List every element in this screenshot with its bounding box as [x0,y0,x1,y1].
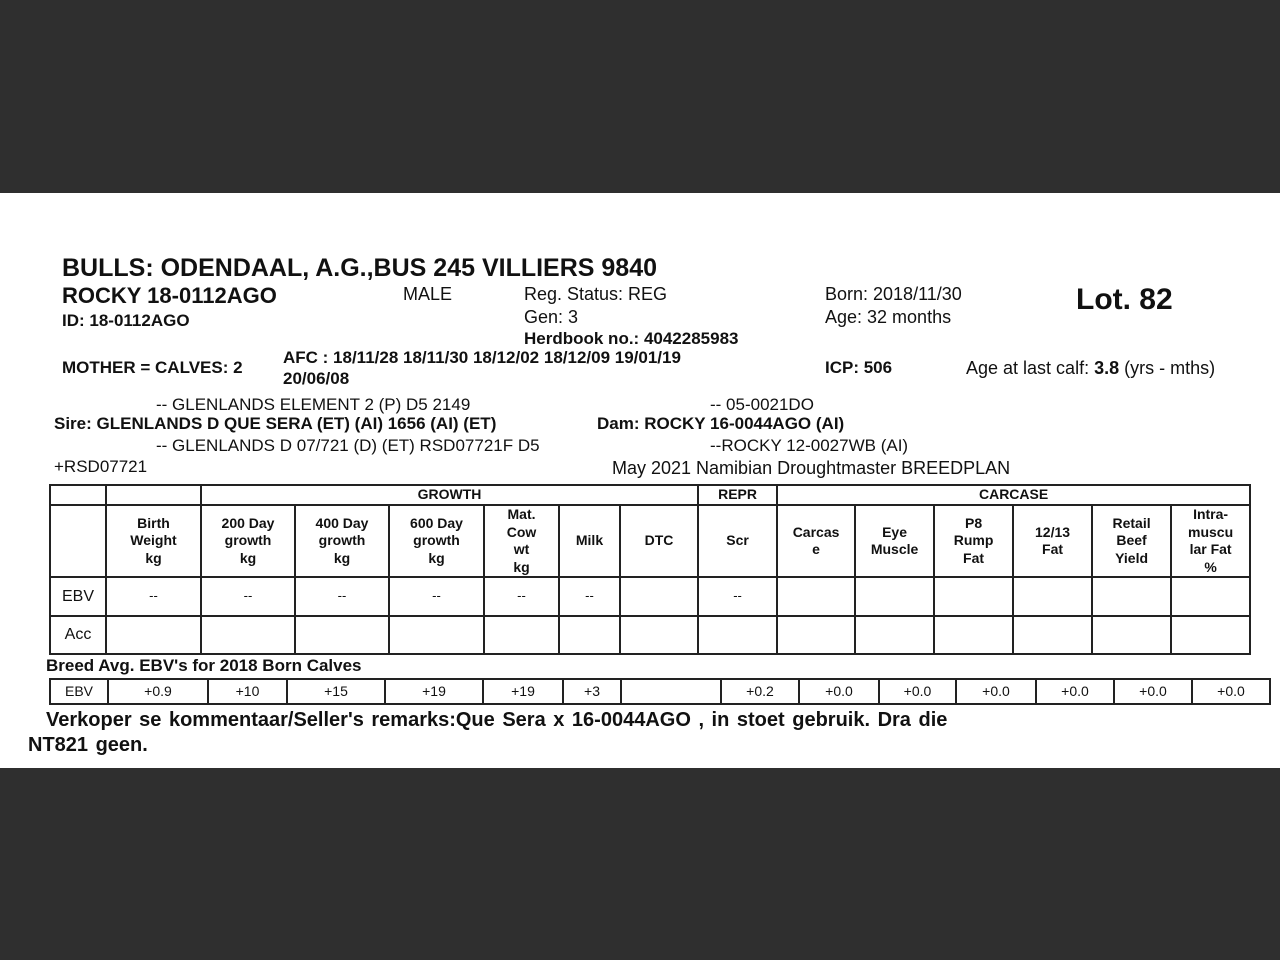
column-header-line: Carcas [792,523,840,540]
acc-value [106,616,201,654]
column-header-row [50,505,1250,577]
column-header [620,505,698,577]
breed-avg-value: +0.2 [721,679,799,704]
age-last-calf-label: Age at last calf: [966,358,1090,378]
column-header-line: DTC [644,532,674,549]
acc-value [855,616,934,654]
sire: Sire: GLENLANDS D QUE SERA (ET) (AI) 1656 (AI) (ET) [54,414,497,433]
column-header-line: Birth [137,514,170,531]
column-header-line: Mat. [507,506,536,522]
age-last-calf [966,359,1215,377]
breed-avg-value: +0.9 [108,679,208,704]
column-header-line: Milk [575,532,604,549]
sire-dam: -- GLENLANDS D 07/721 (D) (ET) RSD07721F D5 [156,436,540,455]
breed-avg-value: +0.0 [1036,679,1114,704]
column-header-line: Beef [1116,532,1147,549]
ebv-value: -- [389,577,484,616]
column-header-line: growth [224,532,272,549]
column-header [295,505,389,577]
empty-group [106,485,201,505]
ebv-value [777,577,855,616]
seller-remarks-cont: NT821 geen. [28,734,148,756]
column-header-line: Eye [882,523,907,540]
acc-value [201,616,295,654]
acc-value [1013,616,1092,654]
column-header-line: wt [513,541,530,557]
column-header-line: % [1204,558,1217,575]
breed-avg-value: +19 [483,679,563,704]
breed-avg-value: +15 [287,679,385,704]
group-growth: GROWTH [201,485,698,505]
column-header-line: 12/13 [1035,523,1071,540]
column-header-line: Intra- [1193,506,1229,522]
column-header-line: muscu [1188,523,1234,540]
acc-value [934,616,1013,654]
ebv-value: -- [201,577,295,616]
acc-value [777,616,855,654]
acc-value [620,616,698,654]
ebv-value: -- [698,577,777,616]
lot-number: Lot. 82 [1076,283,1173,316]
ebv-value [1013,577,1092,616]
breed-avg-value: +0.0 [956,679,1036,704]
breed-avg-value: +0.0 [799,679,879,704]
column-header-line: Retail [1112,514,1151,531]
column-header [777,505,855,577]
dam: Dam: ROCKY 16-0044AGO (AI) [597,414,845,433]
column-header-line: P8 [964,514,983,531]
column-header [698,505,777,577]
acc-value [1171,616,1250,654]
ebv-value [1092,577,1171,616]
animal-id: ID: 18-0112AGO [62,311,190,330]
column-header-line: Scr [726,532,749,549]
column-header-line: 600 Day [410,514,463,531]
column-header-line: growth [318,532,366,549]
column-header-line: Rump [953,532,994,549]
empty-corner [50,485,106,505]
column-header-line: Muscle [870,541,919,557]
breedplan-title: May 2021 Namibian Droughtmaster BREEDPLAN [612,458,1011,478]
column-header-line: kg [428,549,445,566]
column-header [934,505,1013,577]
breed-avg-label: EBV [50,679,108,704]
column-header-line: kg [145,549,162,566]
ebv-value [934,577,1013,616]
column-header [389,505,484,577]
column-header-line: Cow [506,523,537,540]
column-header [559,505,620,577]
breed-avg-value: +3 [563,679,621,704]
column-header [1092,505,1171,577]
column-header [106,505,201,577]
dam-dam: --ROCKY 12-0027WB (AI) [710,436,909,455]
ebv-value: -- [484,577,559,616]
catalogue-sheet [0,193,1280,768]
column-header-line: Yield [1115,549,1149,566]
acc-row-label: Acc [50,616,106,654]
column-header [855,505,934,577]
sire-sire: -- GLENLANDS ELEMENT 2 (P) D5 2149 [156,395,471,414]
afc-dates-cont: 20/06/08 [283,369,350,388]
generation: Gen: 3 [524,307,579,327]
animal-name: ROCKY 18-0112AGO [62,283,277,308]
dam-sire: -- 05-0021DO [710,395,814,414]
acc-value [1092,616,1171,654]
group-repr: REPR [698,485,777,505]
acc-value [389,616,484,654]
column-header-line: lar Fat [1189,541,1232,557]
column-header [1171,505,1250,577]
afc-dates: AFC : 18/11/28 18/11/30 18/12/02 18/12/09 19/01/19 [283,348,681,367]
column-header [484,505,559,577]
ebv-value [620,577,698,616]
breed-avg-value: +19 [385,679,483,704]
column-header-line: kg [513,558,530,575]
column-header-line: 200 Day [221,514,275,531]
sex: MALE [403,284,453,304]
column-header-line: Fat [1042,541,1064,557]
acc-value [484,616,559,654]
age: Age: 32 months [825,307,952,327]
ebv-value: -- [106,577,201,616]
breed-avg-value [621,679,721,704]
ebv-value [1171,577,1250,616]
group-carcase: CARCASE [777,485,1250,505]
column-header-line: Weight [130,532,177,549]
column-header [201,505,295,577]
born-date: Born: 2018/11/30 [825,284,962,304]
mother-calves: MOTHER = CALVES: 2 [62,358,243,377]
column-header-line: kg [239,549,257,566]
ebv-table [49,484,1251,655]
seller-title: BULLS: ODENDAAL, A.G.,BUS 245 VILLIERS 9840 [62,254,658,282]
breed-avg-title: Breed Avg. EBV's for 2018 Born Calves [46,656,362,675]
age-last-calf-unit: (yrs - mths) [1124,358,1216,378]
ebv-row-label: EBV [50,577,106,616]
reg-status: Reg. Status: REG [524,284,668,304]
column-header-line: kg [333,549,351,566]
ebv-value: -- [295,577,389,616]
acc-row [50,616,1250,654]
column-header-line: e [812,541,820,557]
ebv-value: -- [559,577,620,616]
breed-avg-value: +10 [208,679,287,704]
acc-value [559,616,620,654]
seller-remarks: Verkoper se kommentaar/Seller's remarks:Que Sera x 16-0044AGO , in stoet gebruik. Dra die [46,709,948,731]
icp: ICP: 506 [825,358,893,377]
column-header [1013,505,1092,577]
column-header-line: Fat [963,549,985,566]
acc-value [295,616,389,654]
breed-avg-value: +0.0 [1192,679,1270,704]
sire-dam-cont: +RSD07721 [54,457,148,476]
breed-avg-value: +0.0 [879,679,956,704]
herdbook-number: Herdbook no.: 4042285983 [524,329,739,348]
age-last-calf-value: 3.8 [1094,358,1120,378]
breed-avg-value: +0.0 [1114,679,1192,704]
ebv-value [855,577,934,616]
acc-value [698,616,777,654]
column-header-line: 400 Day [315,514,369,531]
column-header-line: growth [413,532,460,549]
ebv-row [50,577,1250,616]
breed-avg-table [49,678,1271,705]
empty-label-cell [50,505,106,577]
breed-avg-row [50,679,1270,704]
